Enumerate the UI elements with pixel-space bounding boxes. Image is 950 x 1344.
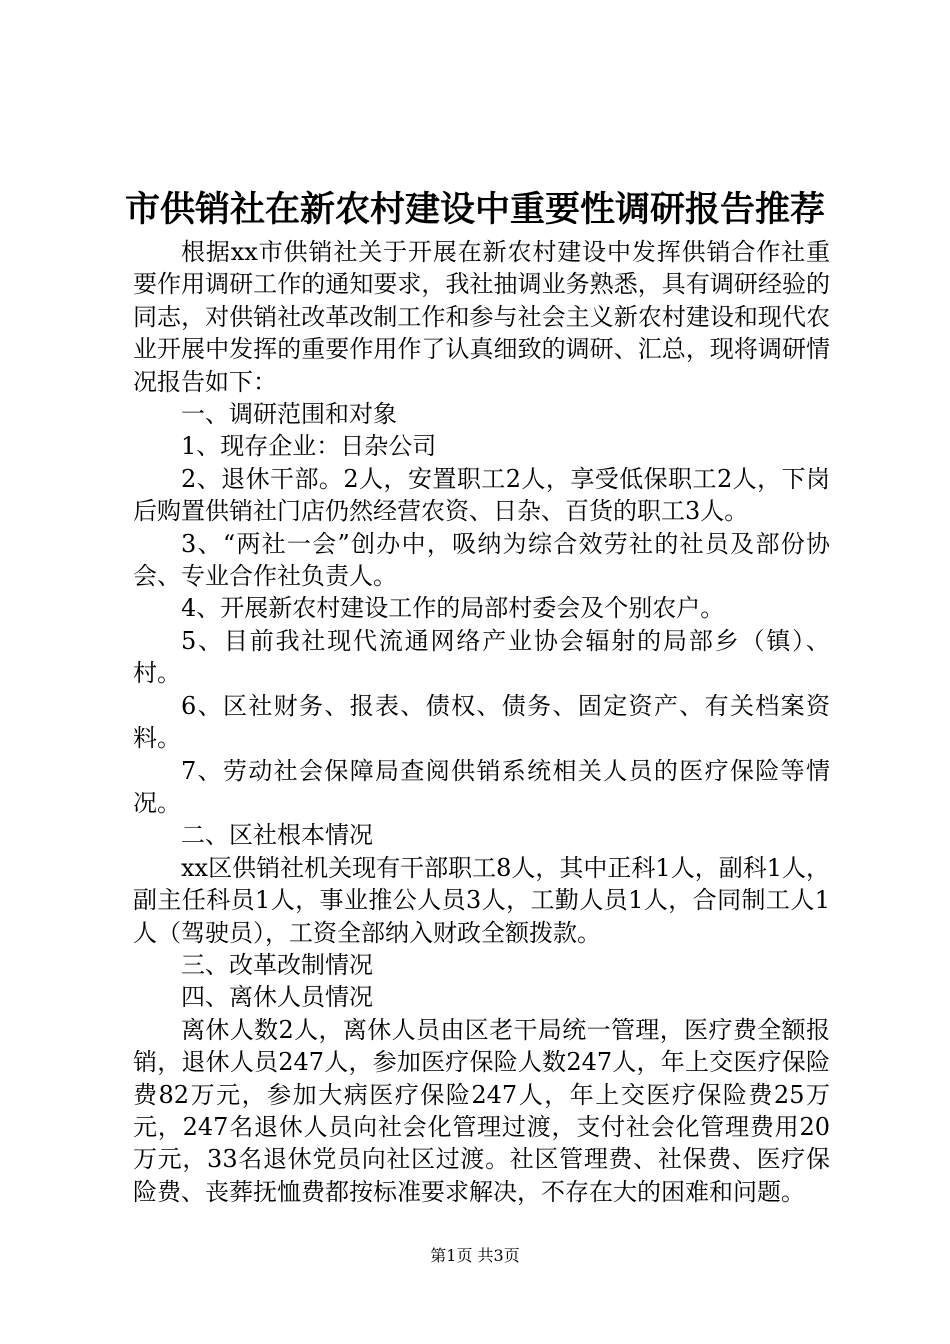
document-title: 市供销社在新农村建设中重要性调研报告推荐: [124, 189, 825, 230]
list-item-4: 4、开展新农村建设工作的局部村委会及个别农户。: [181, 594, 725, 623]
list-item-7: 7、劳动社会保障局查阅供销系统相关人员的医疗保险等情况。: [133, 756, 830, 817]
list-item-3: 3、“两社一会”创办中，吸纳为综合效劳社的社员及部份协会、专业合作社负责人。: [133, 529, 830, 591]
list-item-2: 2、退休干部。2人，安置职工2人，享受低保职工2人，下岗后购置供销社门店仍然经营农资、日杂、百货的职工3人。: [133, 464, 830, 526]
page-number-footer: 第1页 共3页: [430, 1246, 520, 1265]
heading-section-1: 一、调研范围和对象: [181, 400, 397, 429]
list-item-5: 5、目前我社现代流通网络产业协会辐射的局部乡（镇）、村。: [133, 626, 830, 688]
heading-section-2: 二、区社根本情况: [181, 821, 373, 850]
list-item-1: 1、现存企业：日杂公司: [181, 432, 437, 461]
heading-section-3: 三、改革改制情况: [181, 950, 373, 979]
paragraph-section-2: xx区供销社机关现有干部职工8人，其中正科1人，副科1人，副主任科员1人，事业推公人员3人，工勤人员1人，合同制工人1人（驾驶员），工资全部纳入财政全额拨款。: [133, 853, 830, 947]
paragraph-intro: 根据xx市供销社关于开展在新农村建设中发挥供销合作社重要作用调研工作的通知要求，我社抽调业务熟悉，具有调研经验的同志，对供销社改革改制工作和参与社会主义新农村建设和现代农业开展中发挥的重要作用作了认真细致的调研、汇总，现将调研情况报告如下：: [133, 238, 830, 396]
paragraph-section-4: 离休人数2人，离休人员由区老干局统一管理，医疗费全额报销，退休人员247人，参加医疗保险人数247人，年上交医疗保险费82万元，参加大病医疗保险247人，年上交医疗保险费25万元，247名退休人员向社会化管理过渡，支付社会化管理费用20万元，33名退休党员向社区过渡。社区管理费、社保费、医疗保险费、丧葬抚恤费都按标准要求解决，不存在大的困难和问题。: [133, 1015, 830, 1206]
heading-section-4: 四、离休人员情况: [181, 983, 373, 1012]
list-item-6: 6、区社财务、报表、债权、债务、固定资产、有关档案资料。: [133, 691, 830, 753]
document-body: [133, 236, 830, 1208]
